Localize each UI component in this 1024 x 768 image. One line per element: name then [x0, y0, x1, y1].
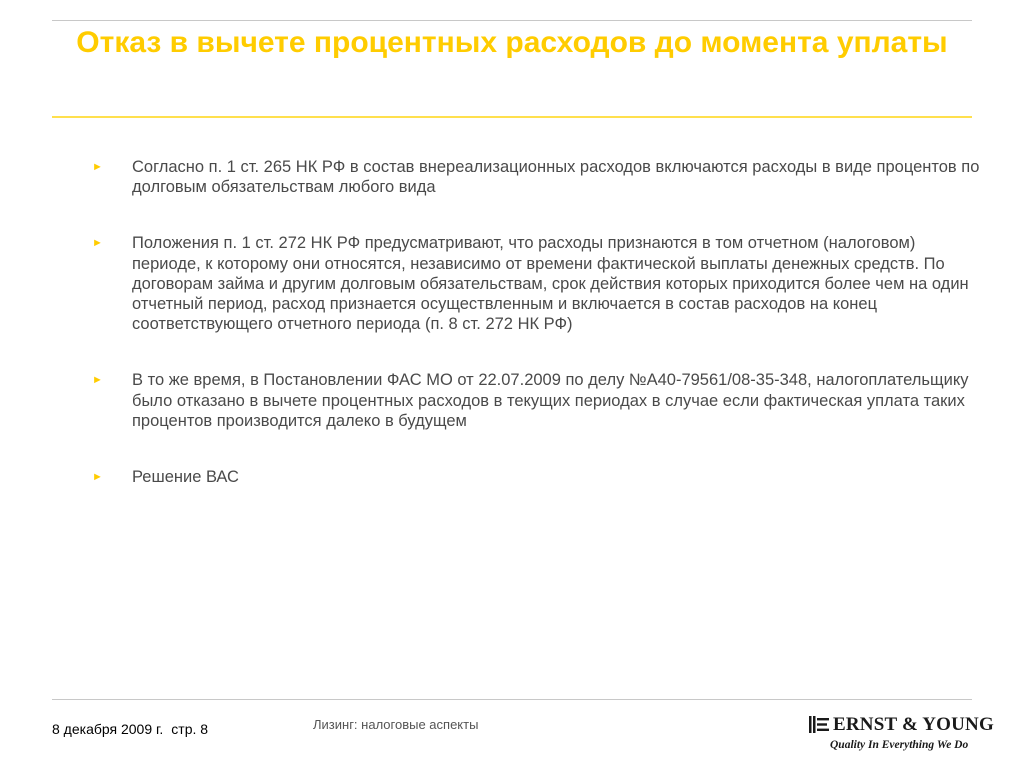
- footer-divider: [52, 699, 972, 700]
- bullet-arrow-icon: ►: [92, 374, 103, 387]
- bullet-list: [92, 157, 982, 523]
- bullet-text: В то же время, в Постановлении ФАС МО от 22.07.2009 по делу №А40-79561/08-35-348, налогоплательщику было отказано в вычете процентных расходов в текущих периодах в случае если фактическая уплата таких процентов производится далеко в будущем: [132, 371, 969, 430]
- footer-date: 8 декабря 2009 г.: [52, 721, 164, 737]
- company-logo: [806, 712, 994, 756]
- bullet-text: Согласно п. 1 ст. 265 НК РФ в состав внереализационных расходов включаются расходы в виде процентов по долговым обязательствам любого вида: [132, 158, 980, 197]
- bullet-item: [92, 467, 982, 487]
- ernst-young-logo-mark-icon: [809, 716, 829, 733]
- bullet-arrow-icon: ►: [92, 161, 103, 173]
- bullet-item: [92, 233, 982, 334]
- page-number: стр. 8: [171, 721, 209, 737]
- footer-topic: Лизинг: налоговые аспекты: [313, 717, 479, 732]
- bullet-item: [92, 370, 982, 431]
- footer-date-page: [52, 720, 208, 738]
- bullet-text: Положения п. 1 ст. 272 НК РФ предусматривают, что расходы признаются в том отчетном (налоговом) периоде, к которому они относятся, независимо от времени фактической выплаты денежных средств. По договорам займа и другим долговым обязательствам, срок действия которых приходится более чем на один отчетный период, расход признается осуществленным и включается в состав расходов на конец соответствующего отчетного периода (п. 8 ст. 272 НК РФ): [132, 234, 969, 334]
- top-divider: [52, 20, 972, 21]
- title-underline: [52, 116, 972, 118]
- bullet-item: [92, 157, 982, 197]
- bullet-arrow-icon: ►: [92, 471, 103, 484]
- bullet-text: Решение ВАС: [132, 468, 239, 487]
- slide-title: Отказ в вычете процентных расходов до момента уплаты: [76, 26, 948, 59]
- bullet-arrow-icon: ►: [92, 237, 103, 250]
- logo-wordmark: ERNST & YOUNG: [833, 714, 994, 735]
- logo-tagline: Quality In Everything We Do: [830, 739, 969, 751]
